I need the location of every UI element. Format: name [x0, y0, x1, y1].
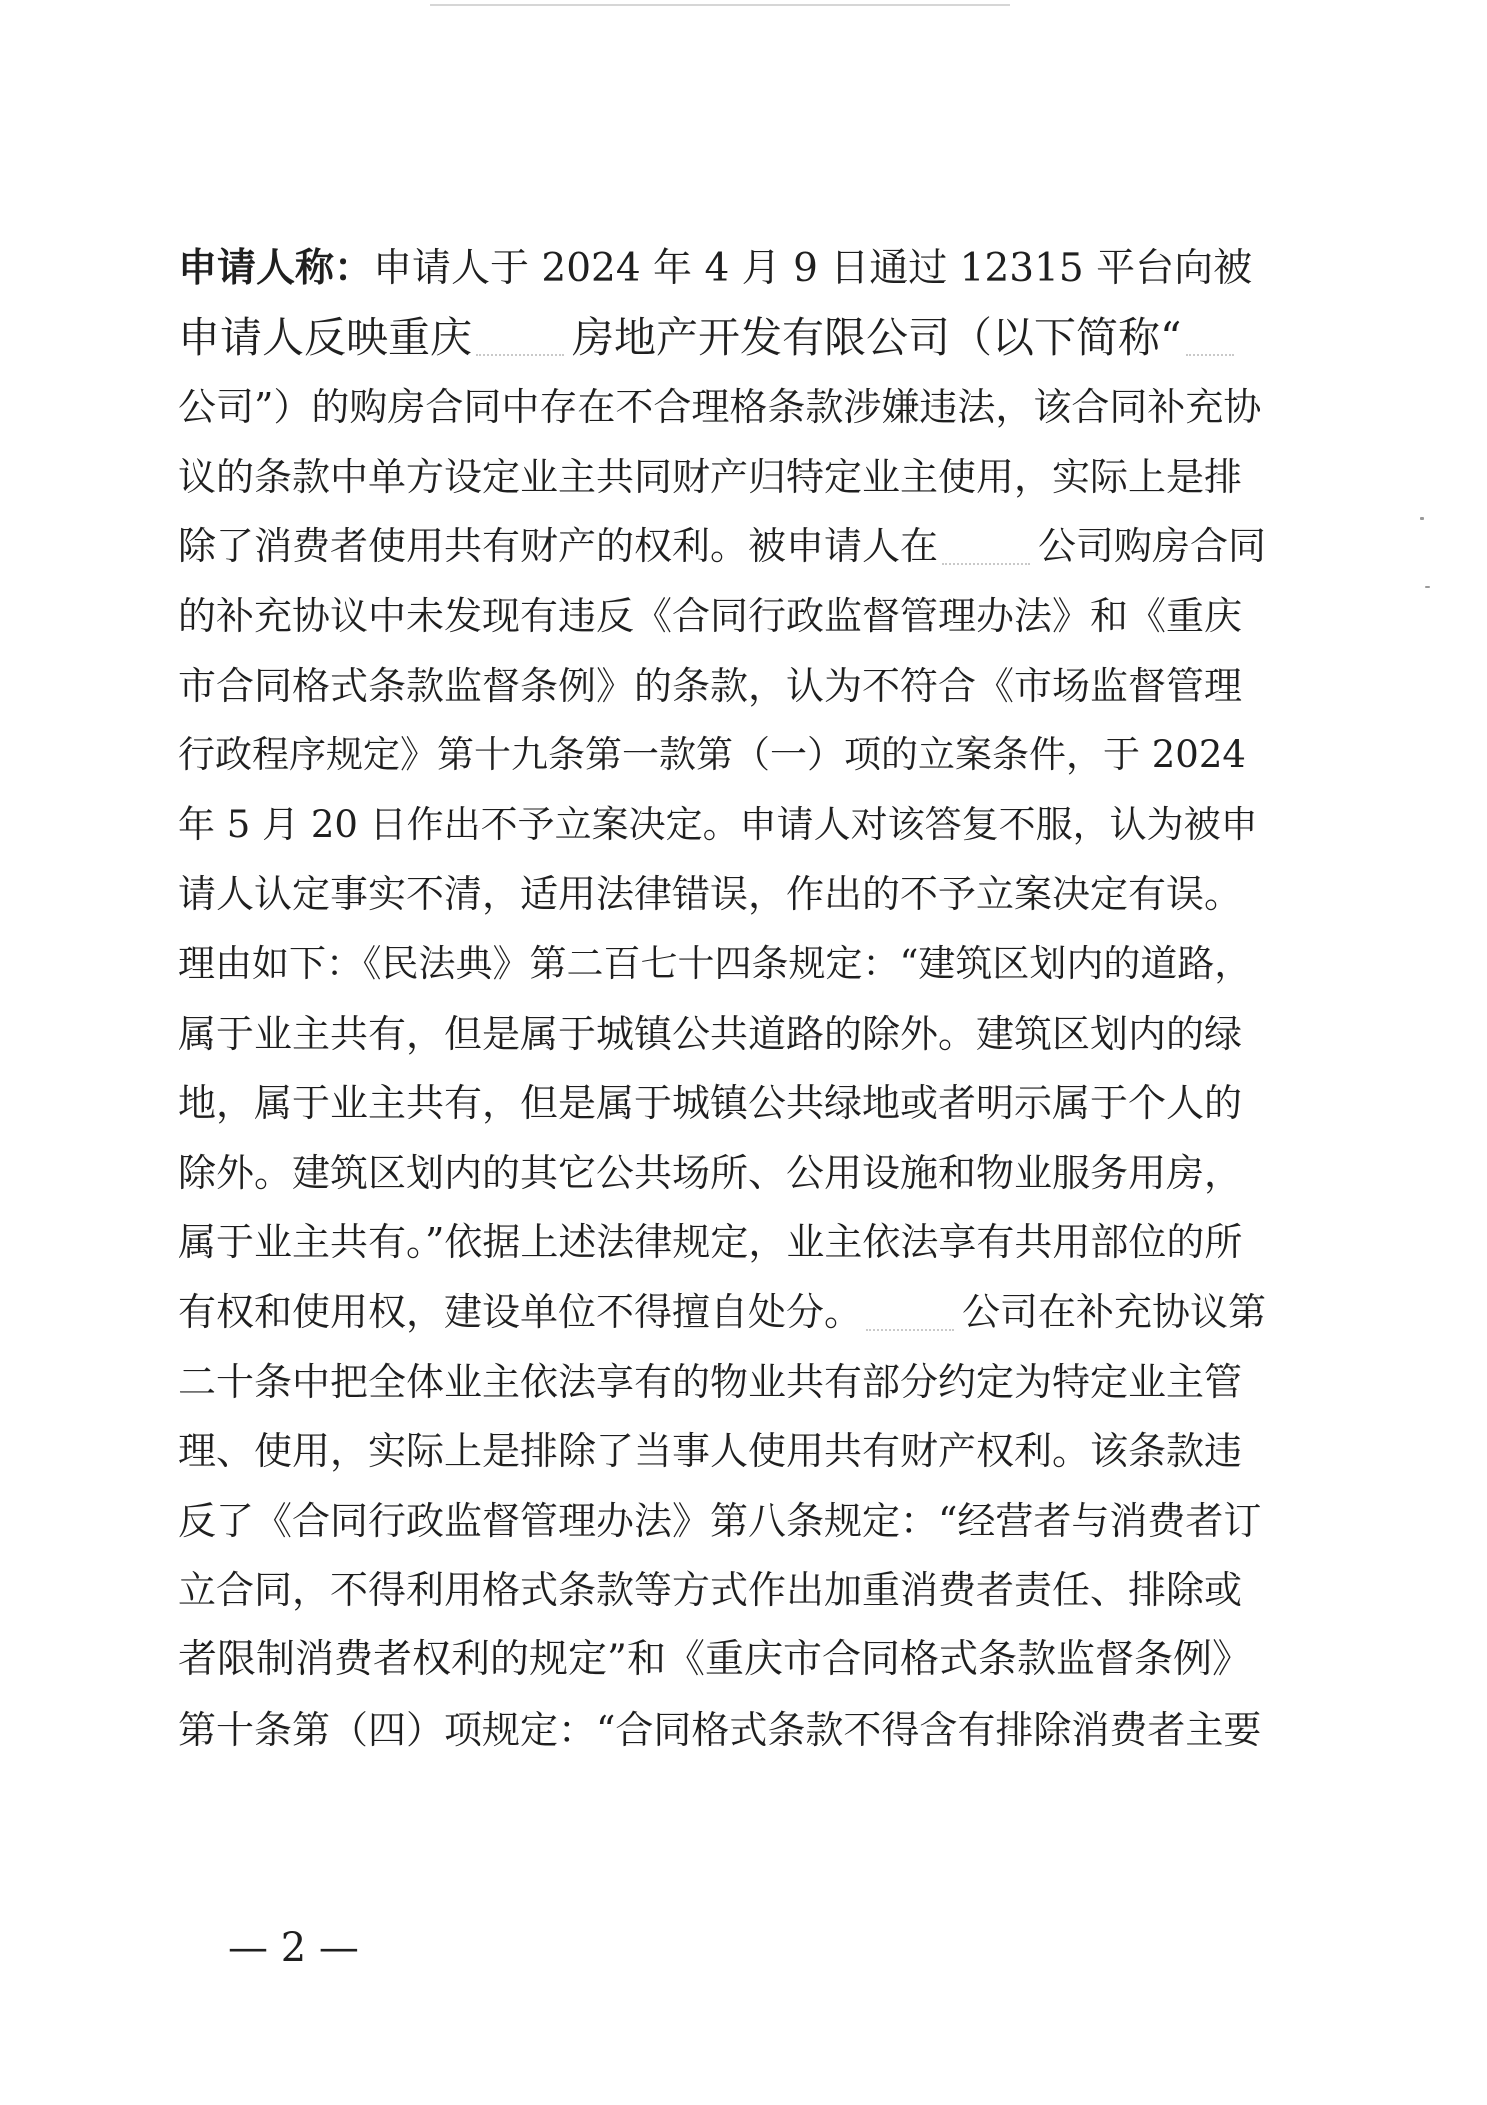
document-line	[178, 994, 1267, 1074]
document-line	[178, 1620, 1267, 1700]
body-text: 公司在补充协议第	[962, 1290, 1267, 1334]
body-text: 第十条第（四）项规定：“合同格式条款不得含有排除消费者主要	[178, 1707, 1262, 1752]
document-line	[178, 1481, 1267, 1561]
body-text: 公司购房合同	[1038, 524, 1267, 569]
document-line	[178, 1411, 1267, 1491]
body-text: 申请人反映重庆	[178, 312, 473, 362]
redacted-text	[938, 529, 1038, 571]
body-text: 议的条款中单方设定业主共同财产归特定业主使用，实际上是排	[178, 454, 1243, 499]
body-text: 地，属于业主共有，但是属于城镇公共绿地或者明示属于个人的	[178, 1081, 1243, 1126]
body-text: 二十条中把全体业主依法享有的物业共有部分约定为特定业主管	[178, 1359, 1243, 1404]
scan-speck	[1420, 517, 1424, 520]
document-line	[178, 1133, 1267, 1213]
document-line	[178, 437, 1267, 517]
body-text: 申请人于 2024 年 4 月 9 日通过 12315 平台向被	[373, 246, 1253, 291]
document-line	[178, 506, 1267, 586]
document-line	[178, 298, 1267, 378]
scan-speck	[1425, 586, 1430, 588]
body-text: 的补充协议中未发现有违反《合同行政监督管理办法》和《重庆	[178, 594, 1243, 638]
document-line	[178, 1063, 1267, 1143]
document-line	[178, 1202, 1267, 1282]
redacted-text	[1182, 320, 1242, 362]
body-text: 请人认定事实不清，适用法律错误，作出的不予立案决定有误。	[178, 872, 1243, 917]
body-text: 理由如下：《民法典》第二百七十四条规定：“建筑区划内的道路，	[178, 942, 1252, 985]
body-text: 属于业主共有，但是属于城镇公共道路的除外。建筑区划内的绿	[178, 1011, 1243, 1056]
document-line	[178, 576, 1267, 656]
body-text: 理、使用，实际上是排除了当事人使用共有财产权利。该条款违	[178, 1429, 1243, 1474]
document-line	[178, 1272, 1267, 1352]
body-text: 行政程序规定》第十九条第一款第（一）项的立案条件，于 2024	[178, 733, 1246, 777]
redacted-text	[862, 1295, 962, 1337]
body-text: 房地产开发有限公司（以下简称“	[572, 312, 1182, 362]
section-label: 申请人称：	[178, 245, 374, 291]
body-text: 除了消费者使用共有财产的权利。被申请人在	[178, 524, 939, 569]
document-line	[178, 646, 1267, 726]
document-line	[178, 924, 1267, 1004]
body-text: 者限制消费者权利的规定”和《重庆市合同格式条款监督条例》	[178, 1637, 1251, 1682]
document-line	[178, 854, 1267, 934]
redacted-text	[472, 320, 572, 362]
body-text: 年 5 月 20 日作出不予立案决定。申请人对该答复不服，认为被申	[178, 802, 1258, 846]
body-text: 有权和使用权，建设单位不得擅自处分。	[178, 1290, 863, 1334]
document-line	[178, 367, 1267, 447]
body-text: 除外。建筑区划内的其它公共场所、公用设施和物业服务用房，	[178, 1150, 1243, 1195]
body-text: 反了《合同行政监督管理办法》第八条规定：“经营者与消费者订	[178, 1498, 1262, 1543]
page-number: — 2 —	[228, 1925, 359, 1971]
document-line	[178, 228, 1267, 308]
body-text: 市合同格式条款监督条例》的条款，认为不符合《市场监督管理	[178, 663, 1243, 708]
body-text: 立合同，不得利用格式条款等方式作出加重消费者责任、排除或	[178, 1568, 1243, 1613]
document-line	[178, 785, 1267, 865]
body-text: 公司”）的购房合同中存在不合理格条款涉嫌违法，该合同补充协	[178, 385, 1262, 430]
document-line	[178, 715, 1267, 795]
scan-edge-line	[430, 4, 1010, 6]
document-line	[178, 1342, 1267, 1422]
body-text: 属于业主共有。”依据上述法律规定，业主依法享有共用部位的所	[178, 1220, 1243, 1265]
document-line	[178, 1690, 1267, 1770]
document-line	[178, 1550, 1267, 1630]
